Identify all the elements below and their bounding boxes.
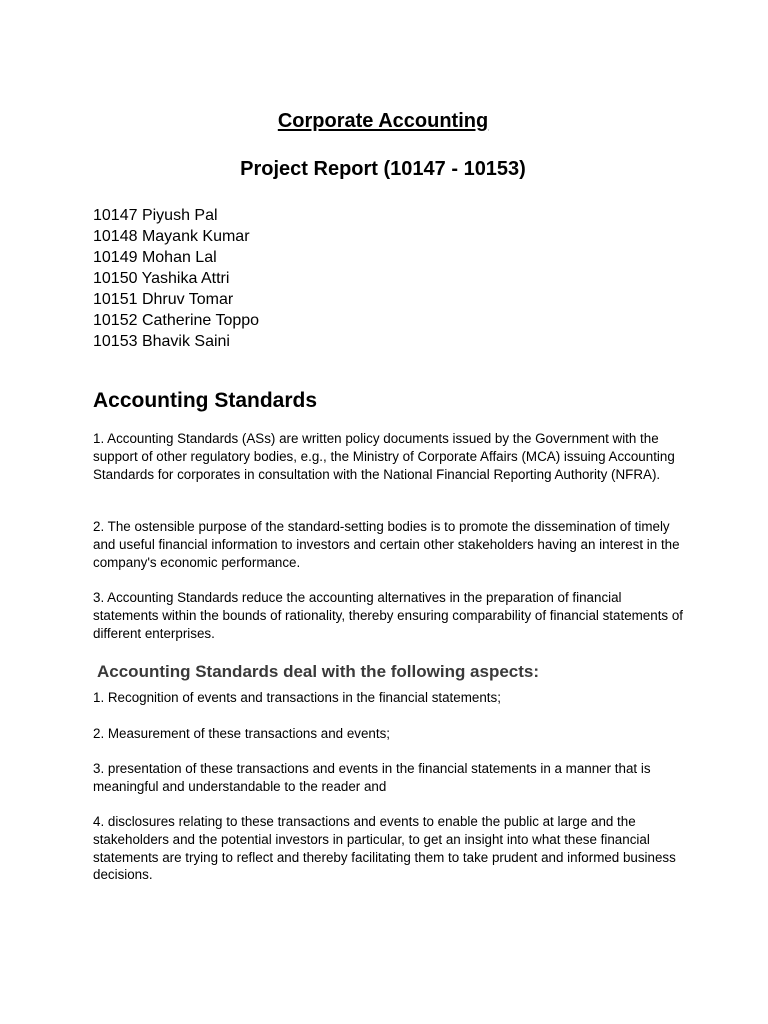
- aspect-item: 3. presentation of these transactions and events in the financial statements in a manner that is meaningful and understandable to the reader and: [93, 761, 651, 794]
- member-item: 10148 Mayank Kumar: [93, 228, 250, 245]
- paragraph: 1. Accounting Standards (ASs) are written policy documents issued by the Government with the support of other regulatory bodies, e.g., the Ministry of Corporate Affairs (MCA) issuing Accounting Standards for corporates in consultation with the National Financial Reporting Authority (NFRA).: [93, 431, 675, 482]
- document-page: [93, 0, 683, 1024]
- paragraph: 3. Accounting Standards reduce the accounting alternatives in the preparation of financial statements within the bounds of rationality, thereby ensuring comparability of financial statements of different enterprises.: [93, 590, 683, 641]
- document-title: Corporate Accounting: [277, 110, 489, 132]
- member-item: 10149 Mohan Lal: [93, 249, 217, 266]
- aspect-item: 2. Measurement of these transactions and events;: [93, 726, 390, 741]
- member-item: 10151 Dhruv Tomar: [93, 291, 234, 308]
- aspect-item: 1. Recognition of events and transactions in the financial statements;: [93, 690, 501, 705]
- paragraph: 2. The ostensible purpose of the standard-setting bodies is to promote the dissemination of timely and useful financial information to investors and certain other stakeholders having an interest in the company's economic performance.: [93, 519, 680, 570]
- member-item: 10147 Piyush Pal: [93, 207, 218, 224]
- aspect-item: 4. disclosures relating to these transactions and events to enable the public at large and the stakeholders and the potential investors in particular, to get an insight into what these financial statements are trying to reflect and thereby facilitating them to take prudent and informed business decisions.: [93, 814, 676, 883]
- aspects-heading: Accounting Standards deal with the following aspects:: [97, 662, 540, 681]
- member-item: 10150 Yashika Attri: [93, 270, 230, 287]
- member-item: 10152 Catherine Toppo: [93, 312, 260, 329]
- section-heading: Accounting Standards: [93, 389, 318, 412]
- document-subtitle: Project Report (10147 - 10153): [240, 158, 526, 180]
- member-list: [93, 205, 259, 352]
- member-item: 10153 Bhavik Saini: [93, 333, 230, 350]
